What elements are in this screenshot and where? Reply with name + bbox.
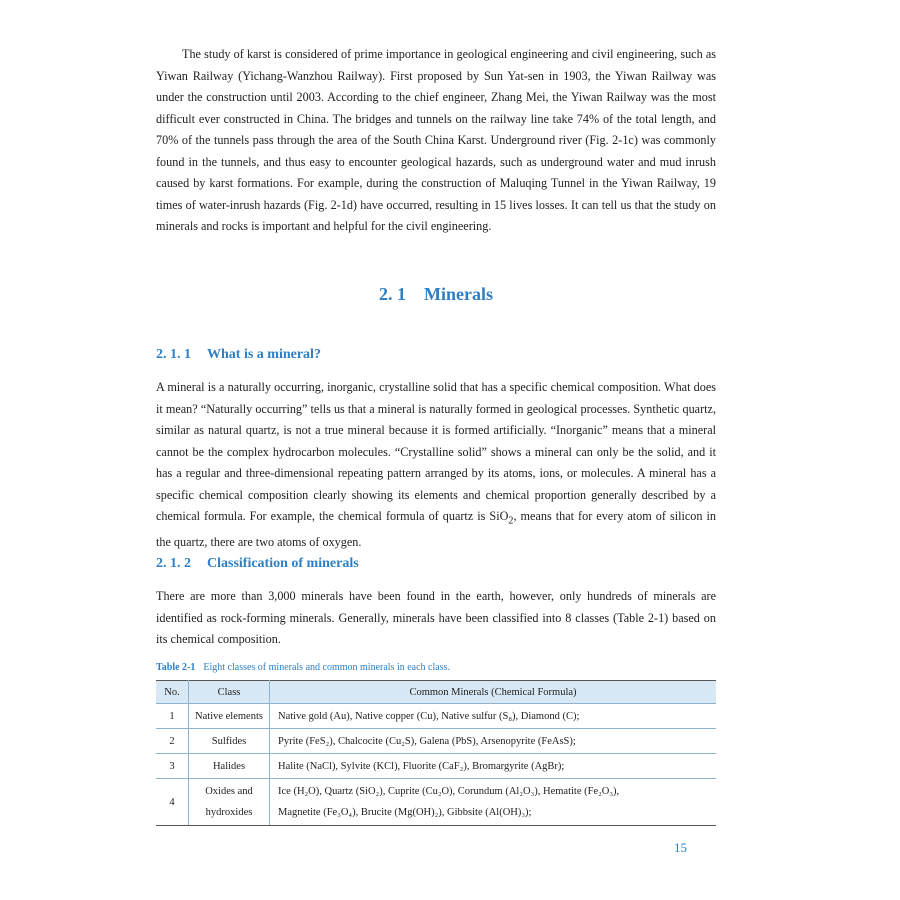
subsection-title-2: Classification of minerals (207, 556, 359, 571)
table-row (156, 754, 716, 779)
subsection-title-1: What is a mineral? (207, 347, 321, 362)
header-no: No. (156, 681, 189, 704)
intro-paragraph: The study of karst is considered of prime importance in geological engineering and civil engineering, such as Yiwan Railway (Yichang-Wanzhou Railway). First proposed by Sun Yat-sen in 1903, the Yiwan Railway was under the construction until 2003. According to the chief engineer, Zhang Mei, the Yiwan Railway was the most difficult ever constructed in China. The bridges and tunnels on the railway line take 74% of the total length, and 70% of the tunnels pass through the area of the South China Karst. Underground river (Fig. 2-1c) was commonly found in the tunnels, and thus easy to encounter geological hazards, such as underground water and mud inrush caused by karst formations. For example, during the construction of Maluqing Tunnel in the Yiwan Railway, 19 times of water-inrush hazards (Fig. 2-1d) have occurred, resulting in 15 lives losses. It can tell us that the study on minerals and rocks is important and helpful for the civil engineering. (156, 47, 716, 233)
minerals-table (156, 680, 716, 826)
definition-text: A mineral is a naturally occurring, inorganic, crystalline solid that has a specific chemical composition. What does it mean? “Naturally occurring” tells us that a mineral is naturally formed in geological processes. Synthetic quartz, similar as natural quartz, is not a true mineral because it is formed artificially. “Inorganic” means that a mineral cannot be the complex hydrocarbon molecules. “Crystalline solid” shows a mineral can only be the solid, and it has a regular and three-dimensional repeating pattern arranged by its atoms, ions, or molecules. A mineral has a specific chemical composition clearly showing its elements and chemical proportion generally described by a chemical formula. For example, the chemical formula of quartz is SiO (156, 380, 716, 523)
row-no: 4 (156, 779, 189, 826)
classification-paragraph: There are more than 3,000 minerals have been found in the earth, however, only hundreds of minerals are identified as rock-forming minerals. Generally, minerals have been classified into 8 classes (Table 2-1) based on its chemical composition. (156, 589, 716, 646)
table-caption-text: Eight classes of minerals and common minerals in each class. (203, 662, 450, 673)
row-class: Sulfides (189, 729, 270, 754)
row-minerals-line: Ice (H₂O), Quartz (SiO₂), Cuprite (Cu₂O), Corundum (Al₂O₃), Hematite (Fe₂O₃), (278, 786, 620, 797)
section-number: 2. 1 (379, 284, 406, 304)
table-label: Table 2-1 (156, 662, 196, 673)
subsection-number-2: 2. 1. 2 (156, 556, 191, 571)
row-class: Halides (189, 754, 270, 779)
subsection-number-1: 2. 1. 1 (156, 347, 191, 362)
table-row (156, 779, 716, 826)
subsection-heading-2 (156, 556, 359, 572)
row-minerals (270, 779, 717, 826)
header-minerals: Common Minerals (Chemical Formula) (270, 681, 717, 704)
definition-text-end: , means that for every atom of silicon in the quartz, there are two atoms of oxygen. (156, 509, 716, 549)
table-row (156, 704, 716, 729)
row-minerals: Native gold (Au), Native copper (Cu), Native sulfur (S₈), Diamond (C); (270, 704, 717, 729)
row-no: 1 (156, 704, 189, 729)
row-minerals-line: Magnetite (Fe₃O₄), Brucite (Mg(OH)₂), Gibbsite (Al(OH)₃); (278, 807, 532, 818)
table-row (156, 729, 716, 754)
row-no: 3 (156, 754, 189, 779)
page-number: 15 (674, 840, 687, 855)
table-header-row (156, 681, 716, 704)
row-minerals: Pyrite (FeS₂), Chalcocite (Cu₂S), Galena (PbS), Arsenopyrite (FeAsS); (270, 729, 717, 754)
table-caption (156, 662, 450, 673)
subsection-heading-1 (156, 347, 321, 363)
header-class: Class (189, 681, 270, 704)
mineral-definition-paragraph (156, 377, 716, 553)
row-class: Oxides and hydroxides (189, 779, 270, 826)
row-no: 2 (156, 729, 189, 754)
section-heading (156, 284, 716, 305)
row-minerals: Halite (NaCl), Sylvite (KCl), Fluorite (CaF₂), Bromargyrite (AgBr); (270, 754, 717, 779)
row-class: Native elements (189, 704, 270, 729)
formula-subscript: 2 (508, 515, 514, 527)
section-title: Minerals (424, 284, 493, 304)
